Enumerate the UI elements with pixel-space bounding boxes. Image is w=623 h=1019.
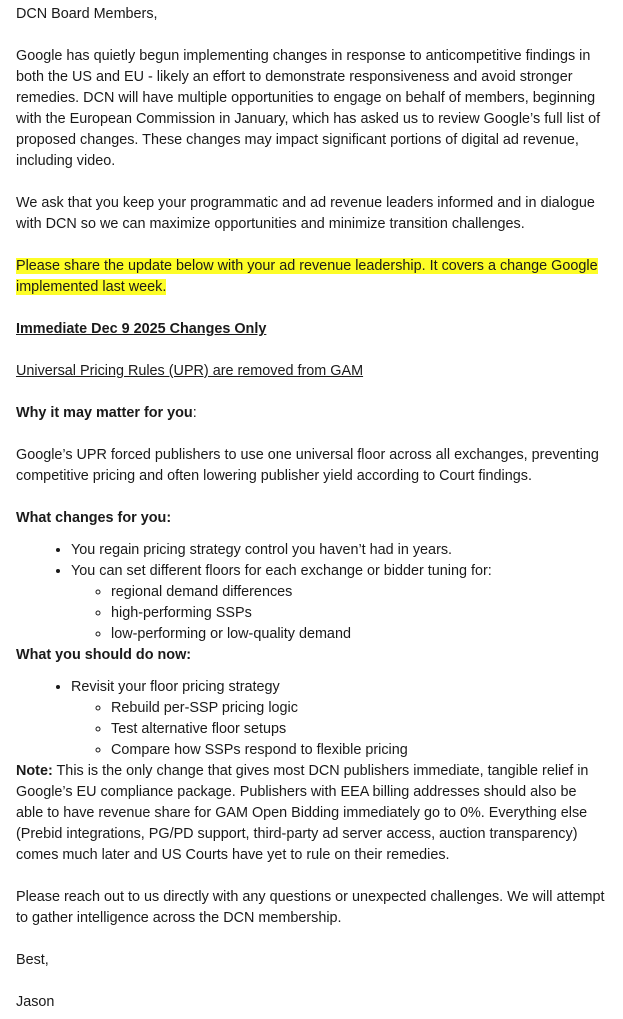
why-label: Why it may matter for you bbox=[16, 405, 193, 421]
list-item-text: You can set different floors for each exchange or bidder tuning for: bbox=[71, 563, 492, 579]
note-label: Note: bbox=[16, 763, 53, 779]
intro-paragraph: Google has quietly begun implementing changes in response to anticompetitive findings in both the US and EU - likely an effort to demonstrate responsiveness and avoid stronger remedies. DCN will have multiple opportunities to engage on behalf of members, beginning with the European Commission in January, which has asked us to review Google’s full list of proposed changes. These changes may impact significant portions of digital ad revenue, including video. bbox=[16, 48, 601, 169]
greeting: DCN Board Members, bbox=[16, 6, 158, 22]
why-heading bbox=[16, 403, 607, 424]
list-item bbox=[71, 677, 607, 761]
todo-list bbox=[16, 677, 607, 761]
upr-title-text: Universal Pricing Rules (UPR) are removed from GAM bbox=[16, 363, 364, 379]
note-paragraph bbox=[16, 761, 607, 866]
list-item: • You regain pricing strategy control you haven’t had in years. bbox=[71, 540, 607, 561]
changes-sublist bbox=[71, 582, 607, 645]
signoff: Best, bbox=[16, 952, 49, 968]
list-item-text: Revisit your floor pricing strategy bbox=[71, 679, 280, 695]
section-title-text: Immediate Dec 9 2025 Changes Only bbox=[16, 321, 267, 337]
sublist-item: ◦ high-performing SSPs bbox=[111, 603, 607, 624]
sublist-item: ◦ low-performing or low-quality demand bbox=[111, 624, 607, 645]
changes-heading bbox=[16, 508, 607, 529]
signature: Jason bbox=[16, 994, 55, 1010]
sublist-item: ◦ Rebuild per-SSP pricing logic bbox=[111, 698, 607, 719]
sublist-item: ◦ Test alternative floor setups bbox=[111, 719, 607, 740]
highlight-paragraph bbox=[16, 256, 607, 298]
todo-sublist bbox=[71, 698, 607, 761]
sublist-item: ◦ regional demand differences bbox=[111, 582, 607, 603]
list-item bbox=[71, 561, 607, 645]
todo-heading bbox=[16, 645, 607, 666]
why-paragraph: Google’s UPR forced publishers to use one universal floor across all exchanges, preventing competitive pricing and often lowering publisher yield according to Court findings. bbox=[16, 447, 599, 484]
todo-label: What you should do now: bbox=[16, 647, 192, 663]
changes-list bbox=[16, 540, 607, 645]
changes-label: What changes for you: bbox=[16, 510, 172, 526]
upr-title bbox=[16, 361, 607, 382]
highlighted-text: Please share the update below with your ad revenue leadership. It covers a change Google implemented last week. bbox=[16, 258, 598, 295]
note-text: This is the only change that gives most DCN publishers immediate, tangible relief in Google’s EU compliance package. Publishers with EEA billing addresses should also be able to have revenue share for GAM Open Bidding immediately go to 0%. Everything else (Prebid integrations, PG/PD support, third-party ad server access, auction transparency) comes much later and US Courts have yet to rule on their remedies. bbox=[16, 763, 589, 863]
section-title bbox=[16, 319, 607, 340]
request-paragraph: We ask that you keep your programmatic and ad revenue leaders informed and in dialogue with DCN so we can maximize opportunities and minimize transition challenges. bbox=[16, 195, 595, 232]
sublist-item: ◦ Compare how SSPs respond to flexible pricing bbox=[111, 740, 607, 761]
closing-paragraph: Please reach out to us directly with any questions or unexpected challenges. We will attempt to gather intelligence across the DCN membership. bbox=[16, 889, 605, 926]
why-suffix: : bbox=[192, 405, 197, 421]
